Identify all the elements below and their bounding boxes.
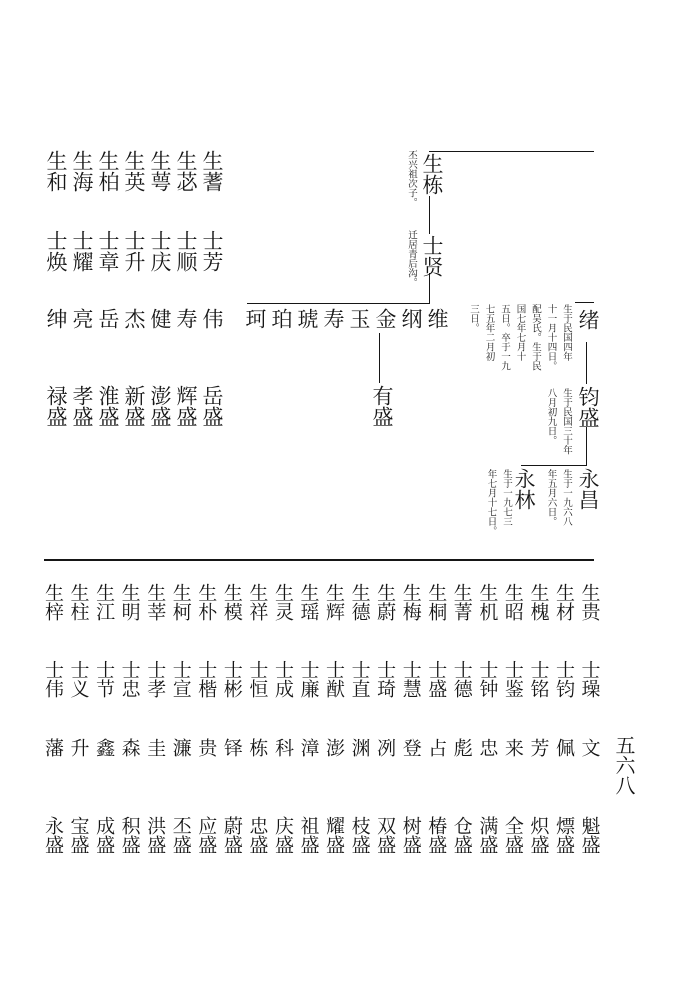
lower-row3-name: 忠 bbox=[476, 738, 499, 757]
lower-row3-name: 渊 bbox=[348, 738, 371, 757]
upper-row4-name: 岳盛 bbox=[200, 385, 224, 427]
note-line: 生于民国四年 bbox=[561, 304, 572, 361]
lower-row1-name: 生祥 bbox=[246, 583, 269, 621]
upper-row1-name: 生和 bbox=[44, 150, 68, 192]
gen3-name: 寿 bbox=[321, 308, 345, 329]
lower-row2-name: 士璪 bbox=[578, 660, 601, 698]
page-number: 五六八 bbox=[612, 735, 636, 795]
lower-row2-name: 士义 bbox=[67, 660, 90, 698]
lower-row2-name: 士孝 bbox=[144, 660, 167, 698]
name-yong-lin: 永林 bbox=[512, 468, 536, 510]
gen3-name: 琥 bbox=[295, 308, 319, 329]
lower-row3-name: 濂 bbox=[169, 738, 192, 757]
lower-row2-name: 士成 bbox=[271, 660, 294, 698]
note-line: 五日。卒于一九 bbox=[499, 304, 510, 371]
upper-row4-name: 辉盛 bbox=[174, 385, 198, 427]
upper-row4-name: 禄盛 bbox=[44, 385, 68, 427]
lower-row3-name: 漳 bbox=[297, 738, 320, 757]
lower-row4-name: 炽盛 bbox=[527, 816, 550, 854]
lower-row2-name: 士德 bbox=[450, 660, 473, 698]
lower-row1-name: 生朴 bbox=[195, 583, 218, 621]
lower-row4-name: 洪盛 bbox=[144, 816, 167, 854]
lower-row2-name: 士钧 bbox=[553, 660, 575, 698]
lower-row3-name: 冽 bbox=[374, 738, 397, 757]
name-shi-xian: 士贤 bbox=[420, 235, 444, 277]
lower-row1-name: 生模 bbox=[220, 583, 243, 621]
lower-row4-name: 耀盛 bbox=[323, 816, 346, 854]
rule-jun-to-chang bbox=[586, 427, 587, 465]
lower-row4-name: 祖盛 bbox=[297, 816, 320, 854]
lower-row4-name: 宝盛 bbox=[67, 816, 90, 854]
lower-row4-name: 仓盛 bbox=[450, 816, 473, 854]
rule-xu-bar bbox=[575, 302, 594, 303]
lower-row4-name: 积盛 bbox=[118, 816, 141, 854]
upper-row3-name: 健 bbox=[148, 308, 172, 329]
gen3-name: 玉 bbox=[347, 308, 371, 329]
rule-chang-lin-bar bbox=[521, 465, 587, 466]
lower-row1-name: 生贵 bbox=[578, 583, 601, 621]
upper-row3-name: 寿 bbox=[174, 308, 198, 329]
note-line: 七五年二月初 bbox=[483, 304, 495, 361]
upper-row3-name: 绅 bbox=[44, 308, 68, 329]
lower-row1-name: 生辉 bbox=[323, 583, 346, 621]
lower-row4-name: 忠盛 bbox=[246, 816, 269, 854]
upper-row1-name: 生萼 bbox=[148, 150, 172, 192]
lower-row3-name: 登 bbox=[399, 738, 422, 757]
lower-row4-name: 蔚盛 bbox=[220, 816, 243, 854]
lower-row4-name: 魁盛 bbox=[578, 816, 601, 854]
note-line: 生于民国三十年 bbox=[561, 388, 572, 455]
lower-row4-name: 熛盛 bbox=[553, 816, 575, 854]
upper-row1-name: 生苾 bbox=[174, 150, 198, 192]
lower-row2-name: 士直 bbox=[348, 660, 371, 698]
note-sheng-dong: 丕兴祖次子。 bbox=[406, 150, 417, 207]
lower-row2-name: 士楷 bbox=[195, 660, 218, 698]
lower-row3-name: 升 bbox=[67, 738, 90, 757]
name-jun-sheng: 钧盛 bbox=[576, 386, 600, 428]
lower-row1-name: 生江 bbox=[93, 583, 116, 621]
upper-row3-name: 伟 bbox=[200, 308, 224, 329]
note-line: 年七月十七日。 bbox=[485, 469, 497, 536]
lower-row1-name: 生蔚 bbox=[374, 583, 397, 621]
lower-row1-name: 生桐 bbox=[425, 583, 448, 621]
lower-row3-name: 铎 bbox=[220, 738, 243, 757]
lower-row1-name: 生莘 bbox=[144, 583, 167, 621]
upper-row1-name: 生柏 bbox=[96, 150, 120, 192]
lower-row2-name: 士琦 bbox=[374, 660, 397, 698]
lower-row3-name: 森 bbox=[118, 738, 141, 757]
lower-row4-name: 丕盛 bbox=[169, 816, 192, 854]
gen3-name: 珀 bbox=[269, 308, 293, 329]
lower-row3-name: 澎 bbox=[323, 738, 346, 757]
lower-row3-name: 佩 bbox=[553, 738, 575, 757]
note-line: 八月初九日。 bbox=[545, 388, 557, 445]
lower-row1-name: 生柯 bbox=[169, 583, 192, 621]
upper-row4-name: 孝盛 bbox=[70, 385, 94, 427]
rule-gen3-bar bbox=[247, 303, 430, 304]
lower-row4-name: 双盛 bbox=[374, 816, 397, 854]
lower-row3-name: 鑫 bbox=[93, 738, 116, 757]
lower-row1-name: 生机 bbox=[476, 583, 499, 621]
lower-row4-name: 庆盛 bbox=[271, 816, 294, 854]
note-line: 三日。 bbox=[468, 304, 479, 333]
name-xu: 绪 bbox=[576, 309, 600, 330]
upper-row3-name: 岳 bbox=[96, 308, 120, 329]
lower-row1-name: 生梅 bbox=[399, 583, 422, 621]
lower-row1-name: 生梓 bbox=[42, 583, 64, 621]
upper-row1-name: 生英 bbox=[122, 150, 146, 192]
name-sheng-dong: 生栋 bbox=[420, 153, 444, 195]
upper-row2-name: 士顺 bbox=[174, 230, 198, 272]
name-yong-chang: 永昌 bbox=[576, 468, 600, 510]
lower-row3-name: 藩 bbox=[42, 738, 64, 757]
lower-row1-name: 生灵 bbox=[271, 583, 294, 621]
lower-row3-name: 来 bbox=[501, 738, 524, 757]
rule-xian-down bbox=[429, 273, 430, 303]
lower-row1-name: 生材 bbox=[553, 583, 575, 621]
upper-row1-name: 生蓍 bbox=[200, 150, 224, 192]
lower-row2-name: 士忠 bbox=[118, 660, 141, 698]
upper-row4-name: 澎盛 bbox=[148, 385, 172, 427]
lower-row2-name: 士伟 bbox=[42, 660, 64, 698]
upper-row3-name: 杰 bbox=[122, 308, 146, 329]
lower-row4-name: 椿盛 bbox=[425, 816, 448, 854]
lower-row4-name: 成盛 bbox=[93, 816, 116, 854]
lower-row3-name: 占 bbox=[425, 738, 448, 757]
lower-row1-name: 生菁 bbox=[450, 583, 473, 621]
lower-row4-name: 满盛 bbox=[476, 816, 499, 854]
lower-row3-name: 栋 bbox=[246, 738, 269, 757]
lower-row1-name: 生昭 bbox=[501, 583, 524, 621]
lower-row2-name: 士猷 bbox=[323, 660, 346, 698]
note-line: 十一月十四日。 bbox=[545, 304, 557, 371]
upper-row2-name: 士耀 bbox=[70, 230, 94, 272]
rule-top-right bbox=[429, 151, 594, 152]
note-shi-xian: 迁居青后沟。 bbox=[406, 230, 417, 287]
upper-row2-name: 士章 bbox=[96, 230, 120, 272]
lower-row1-name: 生瑶 bbox=[297, 583, 320, 621]
lower-row4-name: 树盛 bbox=[399, 816, 422, 854]
lower-row2-name: 士宣 bbox=[169, 660, 192, 698]
lower-row2-name: 士彬 bbox=[220, 660, 243, 698]
lower-row2-name: 士鉴 bbox=[501, 660, 524, 698]
note-line: 年五月六日。 bbox=[545, 469, 557, 526]
lower-row2-name: 士廉 bbox=[297, 660, 320, 698]
rule-xu-to-jun bbox=[586, 342, 587, 384]
note-line: 生于一九六八 bbox=[561, 469, 572, 526]
gen3-name: 珂 bbox=[243, 308, 267, 329]
lower-row3-name: 贵 bbox=[195, 738, 218, 757]
lower-row2-name: 士盛 bbox=[425, 660, 448, 698]
lower-row4-name: 应盛 bbox=[195, 816, 218, 854]
note-line: 生于一九七三 bbox=[501, 469, 512, 526]
gen3-name: 纲 bbox=[399, 308, 423, 329]
name-you-sheng: 有盛 bbox=[370, 385, 394, 427]
gen3-name: 维 bbox=[425, 308, 449, 329]
lower-row1-name: 生明 bbox=[118, 583, 141, 621]
lower-row4-name: 永盛 bbox=[42, 816, 64, 854]
lower-row2-name: 士慧 bbox=[399, 660, 422, 698]
lower-row3-name: 芳 bbox=[527, 738, 550, 757]
note-line: 国七年七月十 bbox=[514, 304, 526, 361]
lower-row2-name: 士恒 bbox=[246, 660, 269, 698]
upper-row2-name: 士芳 bbox=[200, 230, 224, 272]
upper-row4-name: 新盛 bbox=[122, 385, 146, 427]
lower-row1-name: 生槐 bbox=[527, 583, 550, 621]
lower-row3-name: 文 bbox=[578, 738, 601, 757]
note-line: 配吴氏。生于民 bbox=[530, 304, 541, 371]
upper-row2-name: 士焕 bbox=[44, 230, 68, 272]
upper-row2-name: 士升 bbox=[122, 230, 146, 272]
lower-row1-name: 生柱 bbox=[67, 583, 90, 621]
lower-row4-name: 全盛 bbox=[501, 816, 524, 854]
gen3-name: 金 bbox=[373, 308, 397, 329]
lower-row3-name: 科 bbox=[271, 738, 294, 757]
lower-row2-name: 士节 bbox=[93, 660, 116, 698]
lower-row4-name: 枝盛 bbox=[348, 816, 371, 854]
rule-jin-to-yousheng bbox=[379, 333, 380, 383]
upper-row2-name: 士庆 bbox=[148, 230, 172, 272]
upper-row1-name: 生海 bbox=[70, 150, 94, 192]
upper-row4-name: 淮盛 bbox=[96, 385, 120, 427]
section-divider bbox=[44, 559, 594, 561]
lower-row3-name: 彪 bbox=[450, 738, 473, 757]
lower-row2-name: 士钟 bbox=[476, 660, 499, 698]
lower-row3-name: 圭 bbox=[144, 738, 167, 757]
lower-row2-name: 士铭 bbox=[527, 660, 550, 698]
lower-row1-name: 生德 bbox=[348, 583, 371, 621]
upper-row3-name: 亮 bbox=[70, 308, 94, 329]
rule-dong-to-xian bbox=[429, 196, 430, 234]
